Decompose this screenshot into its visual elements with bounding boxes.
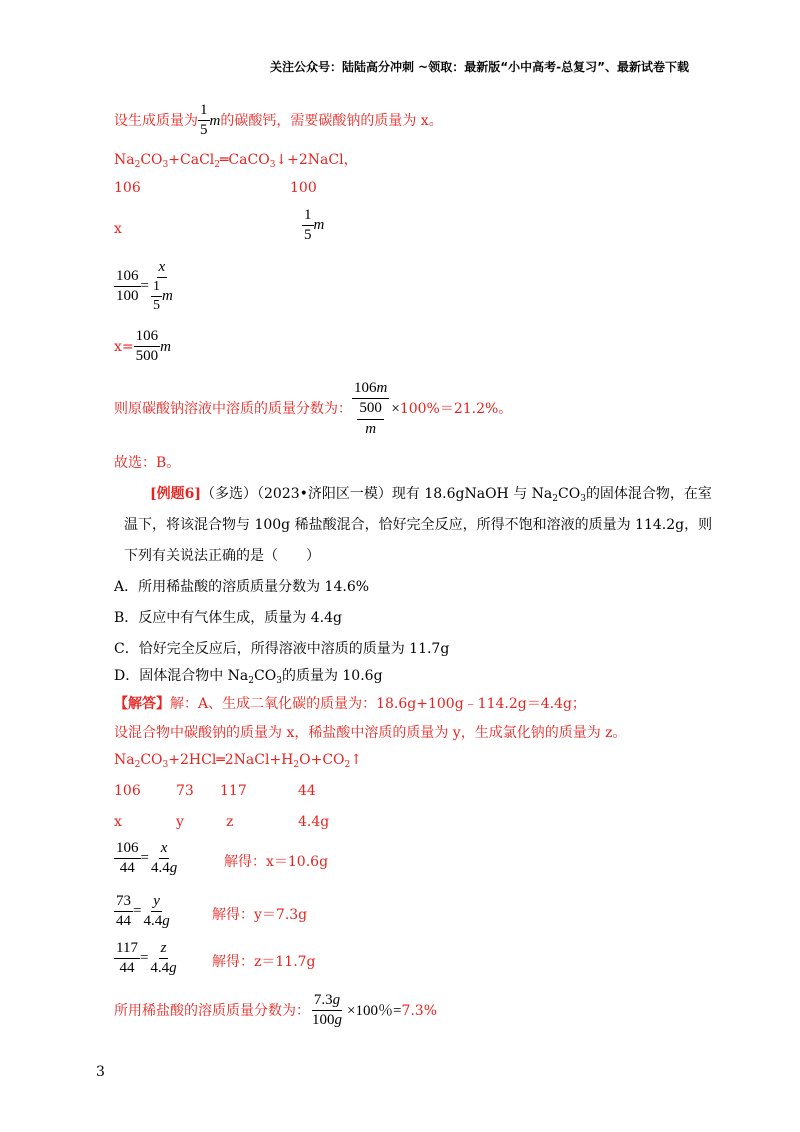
page-number: 3 [96,1064,105,1080]
eq2-sub: 2 [134,760,141,770]
option-d [114,665,383,686]
sol-row1-c: 117 [220,783,247,799]
eq1-sub: 3 [269,160,276,170]
x-result-fraction [134,328,161,366]
prop-right-fraction [149,259,175,314]
intro-m: m [209,112,221,129]
example6-text-c: 的固体混合物，在室 [585,486,712,502]
mf-top-m: m [376,380,388,396]
prop-x: x [157,259,168,278]
eq1-co: CO [140,152,163,168]
p2-den: 44 [116,913,131,930]
p2-rden: 4.4 [143,913,163,930]
mf-mid: 500 [357,399,384,419]
eq1-sub: 2 [214,160,220,170]
solution-text-1: 解：A、生成二氧化碳的质量为：18.6g+100g﹣114.2g＝4.4g； [170,696,586,712]
p3-g: g [169,960,177,977]
eq2-tail: ↑ [350,752,362,768]
final-eq: = [392,1002,402,1019]
x-result-den: 500 [135,348,159,365]
solution-label: 【解答】 [114,696,170,712]
reaction-equation-1 [114,149,358,170]
solution-line1 [114,693,586,713]
p1-den: 44 [119,860,135,877]
mf-times: × [391,400,400,417]
ratio-fraction [302,207,314,245]
example6-line3: 下列有关说法正确的是（ ） [124,548,320,564]
eq1-sub: 2 [134,160,141,170]
eq2-na: Na [114,752,135,768]
p3-den: 44 [119,960,135,977]
example6-sub: 3 [580,494,586,504]
prop-num: 106 [114,268,141,287]
proportion-x [114,840,179,878]
p2-result: 解得：y＝7.3g [212,907,308,923]
option-d-text-a: D．固体混合物中 Na [114,668,249,684]
mf-top: 106 [354,380,377,396]
ratio-row-2-right [302,207,324,245]
eq2-sub: 2 [344,760,351,770]
intro-frac-num: 1 [198,102,210,121]
mf-bot-m: m [365,420,377,437]
prop-m: m [161,288,173,305]
x-result [114,328,171,366]
ratio-frac-den: 5 [304,227,312,244]
ratio-frac-num: 1 [302,207,314,226]
p2-eq: = [133,903,142,920]
p1-eq: = [140,850,149,867]
answer-choice: 故选：B。 [114,455,181,471]
p2-g: g [162,913,170,930]
final-label: 所用稀盐酸的溶质质量分数为： [114,1002,310,1019]
eq1-na: Na [114,152,135,168]
p1-left [114,840,141,878]
p3-eq: = [139,950,149,967]
sol-row2-b: y [176,814,184,830]
example6-text-b: CO [558,486,581,502]
sol-row2-c: z [226,814,234,830]
option-d-text-c: 的质量为 10.6g [281,668,383,684]
prop-inner-num: 1 [151,279,162,297]
option-c: C．恰好完全反应后，所得溶液中溶质的质量为 11.7g [114,641,450,657]
p2-num: 73 [114,893,133,912]
eq2-sub: 3 [162,760,169,770]
p1-right [149,840,179,878]
option-d-sub: 3 [276,676,282,686]
solution-line2: 设混合物中碳酸钠的质量为 x，稀盐酸中溶质的质量为 y，生成氯化钠的质量为 z。 [114,725,627,741]
p1-rnum: x [159,840,170,859]
final-num: 7.3 [313,992,333,1008]
final-mass-fraction [114,992,437,1030]
eq1-caco: ═CaCO [220,152,270,168]
p2-rnum: y [151,893,162,912]
option-d-text-b: CO [254,668,277,684]
sol-row1-b: 73 [176,783,194,799]
x-result-label: x= [114,338,134,355]
prop-eq: = [140,278,149,295]
intro-fraction [198,102,210,140]
prop-inner-den: 5 [152,298,160,314]
proportion-equation [114,259,175,314]
sol-row1-a: 106 [114,783,141,799]
example6-sub: 2 [552,494,558,504]
p3-left [114,940,140,978]
reaction-equation-2 [114,752,362,770]
ratio-row-1-right: 100 [290,180,317,196]
final-num-g: g [332,992,341,1008]
proportion-y [114,893,172,931]
x-result-num: 106 [134,328,161,347]
ratio-row-2-left: x [114,221,122,237]
example6-line2: 温下，将该混合物与 100g 稀盐酸混合，恰好完全反应，所得不饱和溶液的质量为 114.2g，则 [124,517,713,533]
p3-right [148,940,178,978]
p1-g: g [169,860,178,877]
final-fraction [310,992,344,1030]
prop-den: 100 [116,288,139,305]
intro-text-b: 的碳酸钙，需要碳酸钠的质量为 x。 [220,112,443,129]
eq1-sub: 3 [162,160,169,170]
eq2-sub: 2 [293,760,300,770]
mass-fraction-line [114,380,512,438]
page-header: 关注公众号：陆陆高分冲刺 ~领取：最新版“小中高考-总复习”、最新试卷下载 [270,60,689,74]
example6-text-a: （多选）（2023•济阳区一模）现有 18.6gNaOH 与 Na [201,486,553,502]
eq2-oco: O+CO [299,752,345,768]
p2-left [114,893,133,931]
example6-line1 [150,483,712,504]
p3-rden: 4.4 [150,960,170,977]
ratio-row-1-left: 106 [114,180,141,196]
sol-row2-a: x [114,814,122,830]
x-result-m: m [160,338,171,355]
final-result: 7.3% [401,1002,438,1019]
mass-fraction-expression [352,380,389,438]
proportion-z [114,940,179,978]
p3-result: 解得：z＝11.7g [212,954,316,970]
final-den-g: g [334,1012,342,1029]
mass-fraction-label: 则原碳酸钠溶液中溶质的质量分数为： [114,400,352,417]
p2-right [141,893,171,931]
final-times: ×100％ [347,1002,393,1019]
ratio-m: m [313,217,325,234]
eq1-tail: ↓+2NaCl， [275,152,358,168]
intro-frac-den: 5 [200,122,208,139]
sol-row2-d: 4.4g [298,814,330,830]
intro-line [114,102,443,140]
p1-rden: 4.4 [150,860,170,877]
eq1-cacl: +CaCl [168,152,215,168]
option-a: A．所用稀盐酸的溶质质量分数为 14.6% [114,579,370,595]
option-b: B．反应中有气体生成，质量为 4.4g [114,610,342,626]
p3-num: 117 [114,940,140,959]
p1-result: 解得：x＝10.6g [224,854,329,870]
example6-tag: [例题6] [150,486,201,502]
prop-inner-fraction [151,279,162,314]
eq2-hcl: +2HCl═2NaCl+H [168,752,294,768]
final-den: 100 [312,1012,335,1029]
sol-row1-d: 44 [298,783,316,799]
p3-rnum: z [159,940,169,959]
option-d-sub: 2 [248,676,255,686]
p1-num: 106 [114,840,141,859]
prop-left-fraction [114,268,141,306]
intro-text-a: 设生成质量为 [114,112,198,129]
eq2-co: CO [140,752,163,768]
mass-fraction-result: 100%＝21.2%。 [399,400,513,417]
